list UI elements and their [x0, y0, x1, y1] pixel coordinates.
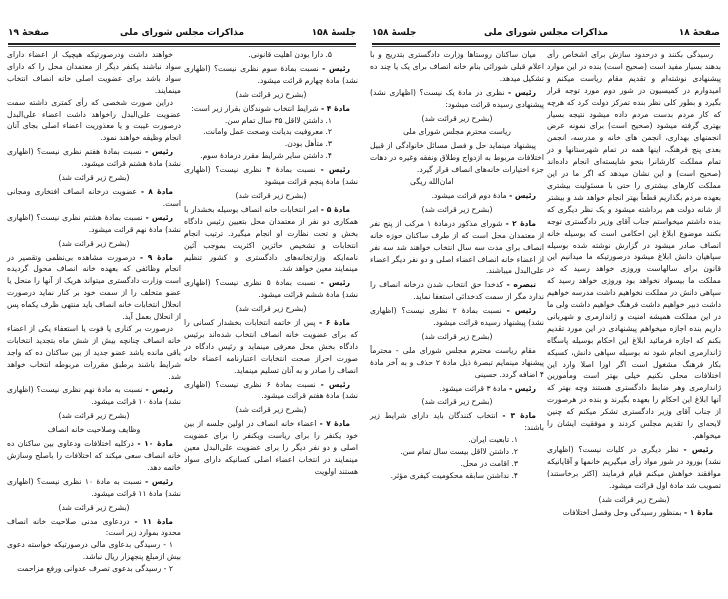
article-paragraph — [184, 317, 358, 377]
centered-note: (بشرح زیر قرائت شد) — [421, 331, 493, 341]
centered-note: (بشرح زیر قرائت شد) — [598, 494, 670, 504]
centered-note: (بشرح زیر قرائت شد) — [421, 204, 493, 214]
article-paragraph — [7, 438, 181, 474]
centered-note: وظایف وصلاحیت خانه انصاف — [47, 425, 141, 435]
article-label: مادهٔ ۳ - — [502, 411, 536, 421]
speaker-name: رئیس - — [508, 87, 536, 97]
speaker-name: رئیس - — [145, 212, 173, 222]
speaker-paragraph — [184, 164, 358, 188]
paragraph: ۱ - رسیدگی بدعاوی مالی درصورتیکه خواسته دعوی بیش ازمبلغ پنجهزار ریال نباشد. — [7, 540, 181, 562]
speaker-paragraph — [370, 190, 544, 202]
centered-note: (بشرح زیر قرائت شد) — [235, 190, 307, 200]
paragraph-text: نسبت بمادهٔ ۶ نظری نیست؟ (اظهاری نشد) مادهٔ هفتم قرائت میشود. — [184, 379, 358, 401]
centered-note: (بشرح زیر قرائت شد) — [421, 397, 493, 407]
paragraph-text: انتخاب کنندگان باید دارای شرایط زیر باشند: — [370, 411, 544, 433]
speaker-paragraph — [184, 379, 358, 403]
article-label: مادهٔ ۱۰ - — [137, 439, 174, 449]
paragraph-text: اعضاء خانه انصاف در اولین جلسه از بین خود یکنفر را برای ریاست ویکنفر را برای عضویت اصلی و دو نفر دیگر را برای عضویت علی‌البدل معین مینمایند در انتخاب اعضاء اصلی کسانیکه دارای سواد هستند اولویت — [184, 419, 358, 476]
paragraph-text: نظری در مادهٔ یک نیست؟ (اظهاری نشد) پیشنهادی رسیده قرائت میشود: — [370, 87, 544, 109]
paragraph-text: درکلیه اختلافات ودعاوی بین ساکنان ده خانه انصاف سعی میکند که اختلافات را باصلح وسازش خاتمه دهد. — [7, 439, 181, 472]
list-item: ۱. داشتن لااقل ۳۵ سال تمام سن. — [224, 115, 332, 125]
article-label: مادهٔ ۷ - — [319, 419, 351, 429]
paragraph-text: شورای مذکور درمادهٔ ۱ مرکب از پنج نفر از معتمدان محل است که از طرف ساکنان حوزه خانه انصاف برای مدت سه سال انتخاب خواهند شد سه نفر از اعضاء خانه انصاف اعضاء اصلی و دو نفر دیگر اعضاء علی‌البدل میباشند. — [370, 218, 544, 276]
article-label: مادهٔ ۹ - — [139, 252, 174, 262]
article-paragraph — [7, 252, 181, 323]
paragraph-text: بمنظور رسیدگی وحل وفصل اختلافات — [562, 508, 684, 518]
text-column-left — [7, 49, 181, 575]
article-paragraph — [7, 516, 181, 540]
paragraph-text: کدخدا حق انتخاب شدن درخانه انصاف را ندارد مگر از سمت کدخدائی استعفا نماید. — [370, 280, 544, 302]
speaker-paragraph — [184, 63, 358, 87]
running-title: مذاکرات مجلس شورای ملی — [483, 28, 609, 38]
list-item: ۴. نداشتن سابقه محکومیت کیفری مؤثر. — [390, 470, 518, 480]
session-number: جلسهٔ ۱۵۸ — [311, 28, 356, 38]
speaker-name: رئیس - — [509, 383, 536, 393]
paragraph: دراین صورت شخصی که رأی کمتری داشته سمت عضویت علی‌البدل راخواهد داشت اعضاء علی‌البدل درصورت غیبت و یا معذوریت اعضاء اصلی بجای آنان انجام وظیفه خواهند نمود. — [7, 97, 181, 143]
article-label: مادهٔ ۱۱ - — [134, 516, 173, 526]
article-paragraph — [7, 186, 181, 210]
speaker-paragraph — [7, 476, 181, 500]
centered-note: (بشرح زیر قرائت شد) — [58, 238, 130, 248]
paragraph-text: نسبت بمادهٔ سوم نظری نیست؟ (اظهاری نشد) مادهٔ چهارم قرائت میشود. — [184, 63, 358, 85]
paragraph: میان ساکنان روستاها وزارت دادگستری بتدریج و با اعلام قبلی شورائی بنام خانه انصاف برای یک یا چند ده تشکیل میدهد. — [370, 50, 544, 83]
paragraph-text: مادهٔ ۳ قرائت میشود. — [439, 383, 510, 393]
paragraph-text: نسبت بمادهٔ ۵ نظری نیست؟ (اظهاری نشد) مادهٔ ششم قرائت میشود. — [184, 278, 358, 300]
paragraph: پیشنهاد مینماید حل و فصل مسائل خانوادگی از قبیل اختلافات مربوط به ازدواج وطلاق ونفقه وغیره در دهات جزء اختیارات خانه‌های انصاف قرار گیرد. — [370, 141, 544, 175]
speaker-name: رئیس - — [145, 476, 173, 486]
article-label: مادهٔ ۴ - — [320, 103, 350, 113]
list-item: ۳. متأهل بودن. — [284, 139, 332, 149]
speaker-paragraph — [370, 383, 544, 395]
paragraph-text: نظر دیگری در کلیات نیست؟ (اظهاری نشد) بورود در شور مواد رأی میگیریم خانمها و آقایانیکه موافقند خواهش میکنم قیام فرمایند (اکثر برخاستند) تصویب شد مادهٔ اول قرائت میشود. — [547, 444, 721, 490]
speaker-name: رئیس - — [506, 306, 536, 316]
paragraph-text: پس از خاتمه انتخابات بخشدار کسانی را که برای عضویت خانه انصاف انتخاب شده‌اند برئیس دادگاه بخش محل معرفی مینماید و رئیس دادگاه در صورت احراز صحت انتخابات اعتبارنامه اعضاء خانه انصاف را صادر و به آنان تسلیم مینماید. — [184, 318, 358, 375]
list-item: ۳. اقامت در محل. — [460, 459, 518, 468]
centered-note: (بشرح زیر قرائت شد) — [235, 304, 307, 314]
article-paragraph — [370, 218, 544, 278]
article-paragraph — [184, 103, 358, 115]
paragraph-text: درصورت مشاهده بی‌نظمی وتقصیر در انجام وظائفی که بعهده خانه انصاف محول گردیده است وزارت دادگستری میتواند هریک از آنها را منحل یا عضو متخلف را از سمت خود بر کنار نماید درصورت انحلال انتخابات خانه انصاف باید منتهی ظرف یکماه پس از انحلال بعمل آید. — [7, 252, 181, 322]
speaker-name: رئیس - — [320, 379, 350, 389]
article-label: مادهٔ ۸ - — [140, 186, 173, 196]
paragraph: خواهند داشت ودرصورتیکه هیچیک از اعضاء دارای سواد نباشند یکنفر دیگر از معتمدان محل را که دارای سواد باشد برای عضویت اصلی خانه انصاف انتخاب مینمایند. — [7, 50, 181, 95]
paragraph-text: امر انتخابات خانه انصاف بوسیله بخشدار با همکاری دو نفر از معتمدان محل بتعیین رئیس دادگاه بخش و تحت نظارت او انجام میگیرد. ترتیب انجام انتخابات و تشخیص حائزین اکثریت بموجب آئین نامه‌ایکه وزارتخانه‌های دادگستری و کشور تنظیم مینمایند معین خواهد شد. — [184, 204, 358, 274]
article-paragraph — [370, 410, 544, 434]
centered-note: (بشرح زیر قرائت شد) — [235, 405, 307, 415]
running-title: مذاکرات مجلس شورای ملی — [119, 28, 245, 38]
paragraph: ۲ - رسیدگی بدعوی تصرف عدوانی ورفع مزاحمت — [17, 564, 173, 574]
speaker-name: رئیس - — [509, 190, 536, 200]
article-paragraph — [184, 418, 358, 478]
article-paragraph — [370, 279, 544, 303]
header-rule — [372, 43, 720, 47]
speaker-paragraph — [7, 146, 181, 170]
paragraph-text: نسبت بمادهٔ هفتم نظری نیست؟ (اظهاری نشد) مادهٔ هشتم قرائت میشود. — [7, 147, 181, 169]
paragraph: رسیدگی بکنند و درحدود سازش برای اشخاص رأی بدهند بسیار مفید است (صحیح است) بنده در این موارد پیشنهادی نوشته‌ام و تقدیم مقام ریاست میکنم و امیدوارم در کمیسیون در شور دوم مورد توجه قرار بگیرد و بطور کلی نظر بنده تمرکز دولت کرد که هرچه که کار مردم بدست مردم داده میشود نتیجه بسیار بهتری گرفته میشود (صحیح است) برای نمونه عرض انجمنهای بهداری، انجمن های خانه و مدرسه، انجمن بعدی پنج فرهنگ، اینها همه در تمام شهرستانها و در تمام مملکت کارشانرا بنحو شایسته‌ای انجام داده‌اند (صحیح است) و این نشان میدهد که اگر ما در این مملکت کارهای بیشتری را حتی با مسئولیت بیشتری بعهده مردم بگذاریم قطعاً بهتر انجام خواهد شد و بیشتر از شانه دولت هم برداشته میشود و یک نظر دیگری که بنده داشتم میخواستم جناب آقای وزیر دادگستری توجه بکنند موضوع ابلاغ این احکامی است که بوسیله خانه انصاف صادر میشود در گزارش نوشته شده بوسیله سپاهیان دانش ابلاغ میشود درصورتیکه ما میدانیم این قانون برای سالهاست وروزی خواهد رسید که در مملکت ما بیسواد نخواهد بود وروزی خواهد رسید که سپاهی دانش در مملکت نخواهیم داشت مدرسه خواهیم داشت دبیر خواهیم داشت فرهنگ خواهیم داشت ولی ما در این مملکت همیشه امنیت و ژاندارمری و شهربانی داریم بنده اجازه میخواهم پیشنهادی در این مورد تقدیم بکنم که اجازه فرمائید ابلاغ این احکام بوسیله پاسگاه ژاندارمری انجام شود نه بوسیله سپاهی دانش، کسیکه بکار فرهنگ مشغول است اگر اورا اصلا وارد این اختلافات محلی نکنیم خیلی بهتر است ومأمورین ژاندارمری وهر ضابط دادگستری هستند وچه بهتر که آنها ابلاغ این احکام را بعهده بگیرند و بنده در هرصورت از جناب آقای وزیر دادگستری تشکر میکنم که چنین لایحه‌ای را تقدیم مجلس کردند و موفقیت ایشان را میخواهم. — [547, 50, 721, 440]
speaker-paragraph — [7, 212, 181, 236]
paragraph-text: نسبت بمادهٔ هشتم نظری نیست؟ (اظهاری نشد) مادهٔ نهم قرائت میشود. — [7, 212, 181, 234]
article-label: تبصره - — [506, 280, 537, 290]
speaker-name: رئیس - — [320, 278, 350, 288]
paragraph-text: نسبت به مادهٔ نهم نظری نیست؟ (اظهاری نشد) مادهٔ ۱۰ قرائت میشود. — [7, 385, 181, 407]
text-column-right — [547, 49, 721, 519]
article-label: مادهٔ ۶ - — [318, 318, 350, 328]
speaker-paragraph — [370, 305, 544, 329]
paragraph-text: نسبت بمادهٔ ۲ نظری نیست؟ (اظهاری نشد) پیشنهاد رسیده قرائت میشود. — [370, 306, 544, 328]
text-column-left — [370, 49, 544, 482]
text-column-right — [184, 49, 358, 478]
centered-note: (بشرح زیر قرائت شد) — [58, 411, 130, 421]
speaker-name: رئیس - — [322, 63, 351, 73]
paragraph-text: شرایط انتخاب شوندگان بقرار زیر است: — [191, 103, 321, 113]
speaker-name: رئیس - — [145, 147, 174, 157]
list-item: ۱. تابعیت ایران. — [468, 435, 518, 445]
paragraph-text: عضویت درخانه انصاف افتخاری ومجانی است. — [7, 186, 181, 208]
speaker-paragraph — [7, 384, 181, 408]
paragraph-text: دردعاوی مدنی صلاحیت خانه انصاف محدود بموارد زیر است: — [7, 516, 181, 538]
paragraph-text: نسبت بمادهٔ ۴ نظری نیست؟ (اظهاری نشد) مادهٔ پنجم قرائت میشود — [184, 165, 358, 187]
speaker-name: رئیس - — [683, 444, 713, 454]
speaker-name: رئیس - — [145, 385, 174, 395]
list-item: ۲. داشتن لااقل بیست سال تمام سن. — [400, 447, 518, 457]
centered-note: (بشرح زیر قرائت شد) — [58, 173, 130, 183]
centered-note: (بشرح زیر قرائت شد) — [235, 89, 307, 99]
speaker-name: رئیس - — [320, 165, 350, 175]
article-label: مادهٔ ۱ - — [683, 508, 713, 518]
paragraph-text: نسبت به مادهٔ ۱۰ نظری نیست؟ (اظهاری نشد) مادهٔ ۱۱ قرائت میشود. — [7, 476, 181, 498]
signature: امان‌الله ریگی — [410, 177, 454, 187]
page-number: صفحهٔ ۱۸ — [678, 28, 720, 38]
session-number: جلسهٔ ۱۵۸ — [372, 28, 417, 38]
paragraph: درصورت بر کناری یا فوت یا استعفاء یکی از اعضاء خانه انصاف چنانچه بیش از شش ماه بتجدید انتخابات باقی مانده باشد عضو جدید از بین ساکنان ده که واجد شرایط باشند برطبق مقررات مربوطه انتخاب خواهد شد. — [7, 323, 181, 381]
header-rule — [8, 43, 356, 47]
centered-note: (بشرح زیر قرائت شد) — [58, 502, 130, 512]
list-item: ۲. معروفیت بدیانت وصحت عمل وامانت. — [203, 127, 332, 137]
speaker-paragraph — [184, 277, 358, 301]
paragraph: مقام ریاست محترم مجلس شورای ملی - محترماً پیشنهاد مینمایم تبصرهٔ ذیل مادهٔ ۲ حذف و به آخر مادهٔ ۴ اضافه گردد. حسینی — [370, 345, 544, 379]
page-header — [372, 28, 720, 42]
article-paragraph — [547, 507, 721, 519]
article-label: مادهٔ ۲ - — [505, 218, 537, 228]
speaker-paragraph — [370, 87, 544, 111]
article-paragraph — [184, 204, 358, 275]
list-item: ۴. داشتن سایر شرایط مقرر درمادهٔ سوم. — [200, 151, 332, 161]
paragraph-text: مادهٔ دوم قرائت میشود. — [431, 190, 510, 200]
list-item: ۵. دارا بودن اهلیت قانونی. — [248, 50, 332, 59]
speaker-paragraph — [547, 444, 721, 492]
article-label: مادهٔ ۵ - — [320, 204, 351, 214]
page-number: صفحهٔ ۱۹ — [8, 28, 50, 38]
centered-note: (بشرح زیر قرائت شد) — [421, 113, 493, 123]
centered-note: ریاست محترم مجلس شورای ملی — [403, 127, 511, 137]
page-header — [8, 28, 356, 42]
